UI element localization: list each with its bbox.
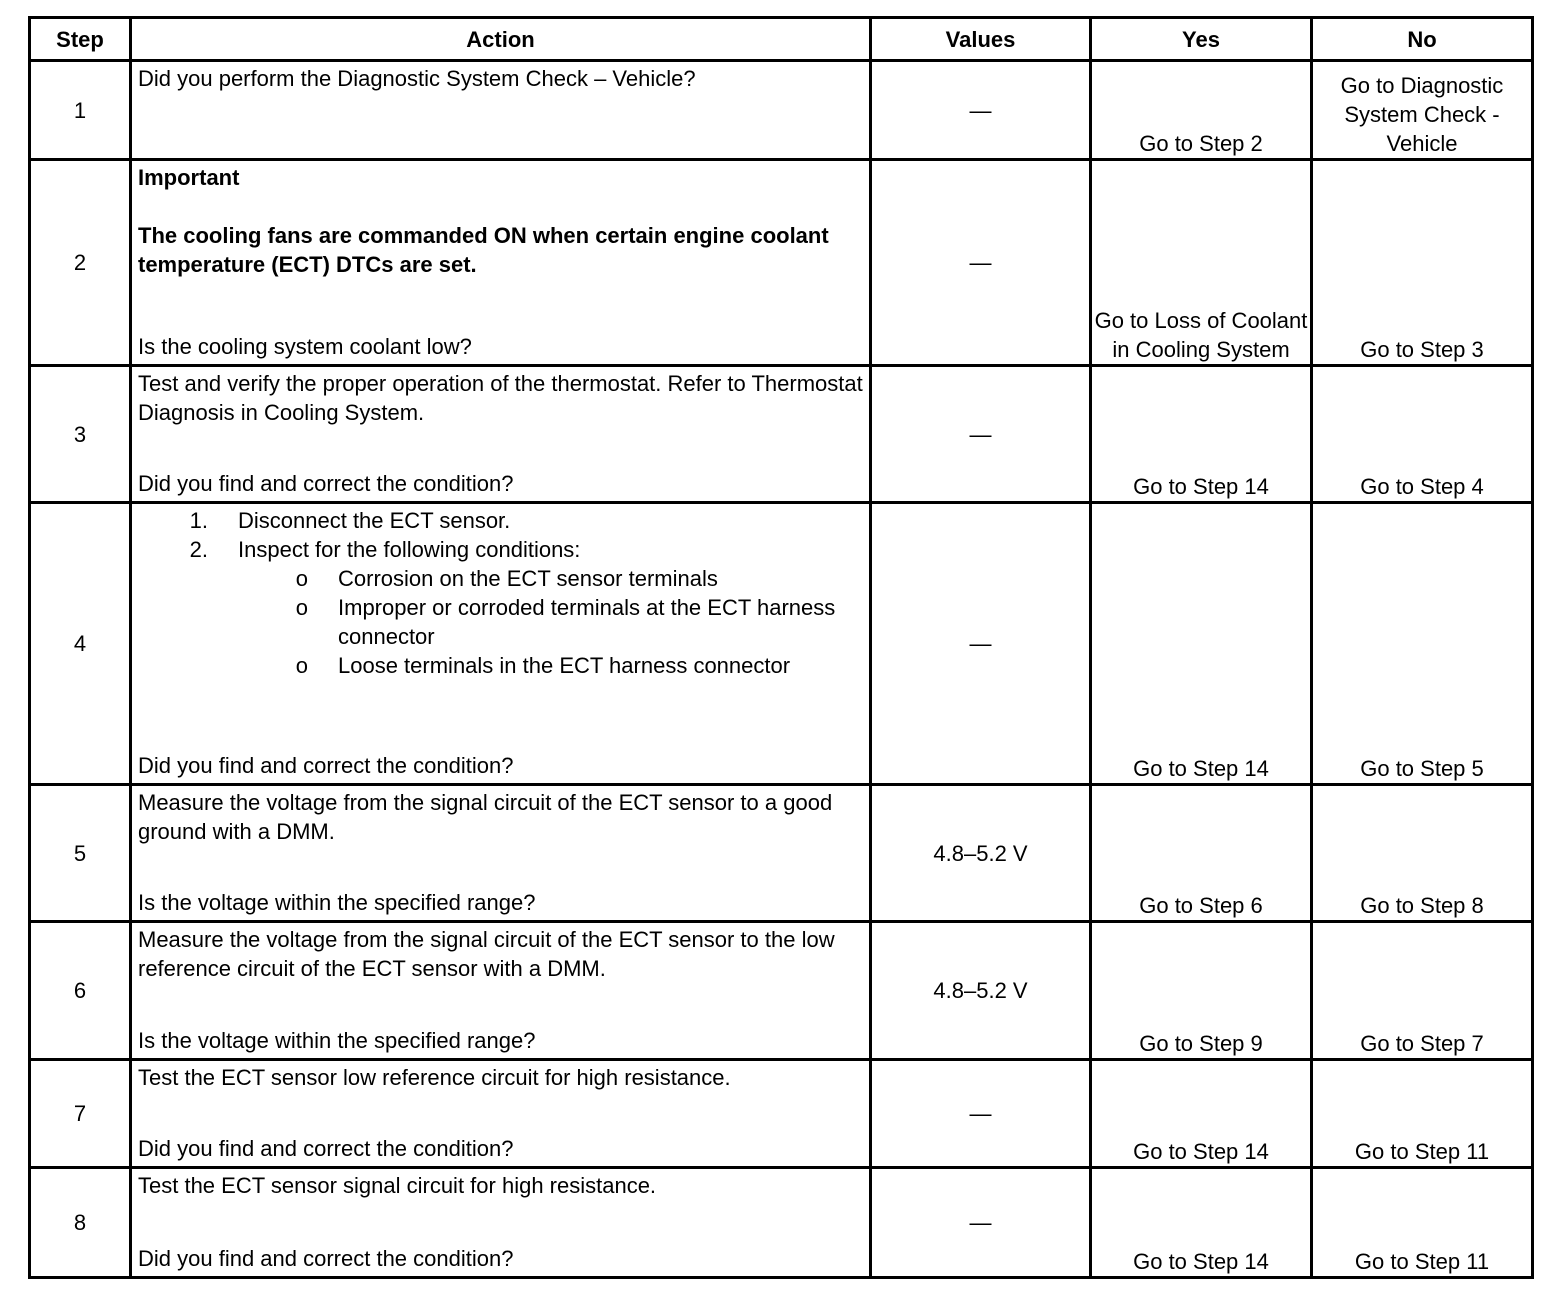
action-cell <box>131 160 871 366</box>
condition-item <box>138 651 865 680</box>
step-row-2 <box>30 160 1533 366</box>
step-number: 5 <box>30 785 131 922</box>
no-cell: Go to Step 3 <box>1312 160 1533 366</box>
values-cell: — <box>871 1060 1091 1168</box>
action-instruction: Test the ECT sensor signal circuit for high resistance. <box>138 1173 657 1198</box>
action-question: Did you find and correct the condition? <box>138 1246 514 1271</box>
bullet-icon: o <box>295 653 308 678</box>
step-number: 6 <box>30 922 131 1060</box>
yes-cell: Go to Step 14 <box>1091 1060 1312 1168</box>
yes-cell: Go to Step 14 <box>1091 503 1312 785</box>
condition-item <box>138 564 865 593</box>
no-cell: Go to Step 5 <box>1312 503 1533 785</box>
values-cell: 4.8–5.2 V <box>871 922 1091 1060</box>
no-cell: Go to Step 11 <box>1312 1168 1533 1278</box>
substep-item <box>138 535 865 564</box>
values-cell: 4.8–5.2 V <box>871 785 1091 922</box>
step-row-6 <box>30 922 1533 1060</box>
substep-text: Disconnect the ECT sensor. <box>238 508 511 533</box>
step-number: 8 <box>30 1168 131 1278</box>
condition-text: Loose terminals in the ECT harness connector <box>338 653 791 678</box>
values-cell: — <box>871 61 1091 160</box>
step-number: 2 <box>30 160 131 366</box>
action-instruction: Test and verify the proper operation of the thermostat. Refer to Thermostat Diagnosis in Cooling System. <box>138 371 863 425</box>
step-row-1 <box>30 61 1533 160</box>
condition-list <box>138 564 865 680</box>
no-cell: Go to Step 4 <box>1312 366 1533 503</box>
action-cell <box>131 1060 871 1168</box>
condition-text: Corrosion on the ECT sensor terminals <box>338 566 718 591</box>
action-cell <box>131 366 871 503</box>
substep-number: 1. <box>189 508 208 533</box>
action-question: Is the cooling system coolant low? <box>138 334 472 359</box>
yes-cell: Go to Step 9 <box>1091 922 1312 1060</box>
action-instruction: Test the ECT sensor low reference circuit for high resistance. <box>138 1065 731 1090</box>
yes-cell: Go to Loss of Coolant in Cooling System <box>1091 160 1312 366</box>
step-row-8 <box>30 1168 1533 1278</box>
substep-number: 2. <box>189 537 208 562</box>
header-row <box>30 18 1533 61</box>
action-cell <box>131 61 871 160</box>
step-number: 4 <box>30 503 131 785</box>
values-cell: — <box>871 366 1091 503</box>
diagnostic-table <box>28 16 1534 1279</box>
no-cell: Go to Diagnostic System Check - Vehicle <box>1312 61 1533 160</box>
step-number: 3 <box>30 366 131 503</box>
action-question: Did you find and correct the condition? <box>138 471 514 496</box>
header-no: No <box>1312 18 1533 61</box>
action-question: Did you find and correct the condition? <box>138 1136 514 1161</box>
header-action: Action <box>131 18 871 61</box>
no-cell: Go to Step 7 <box>1312 922 1533 1060</box>
step-row-5 <box>30 785 1533 922</box>
yes-cell: Go to Step 6 <box>1091 785 1312 922</box>
no-cell: Go to Step 11 <box>1312 1060 1533 1168</box>
important-note: The cooling fans are commanded ON when certain engine coolant temperature (ECT) DTCs are set. <box>138 223 829 277</box>
condition-text: Improper or corroded terminals at the ECT harness connector <box>338 595 836 649</box>
step-number: 1 <box>30 61 131 160</box>
action-cell <box>131 503 871 785</box>
step-row-7 <box>30 1060 1533 1168</box>
action-cell <box>131 922 871 1060</box>
substep-text: Inspect for the following conditions: <box>238 537 581 562</box>
action-question: Did you perform the Diagnostic System Check – Vehicle? <box>138 66 696 91</box>
action-question: Is the voltage within the specified range? <box>138 890 536 915</box>
step-row-3 <box>30 366 1533 503</box>
bullet-icon: o <box>295 566 308 591</box>
action-question: Did you find and correct the condition? <box>138 753 514 778</box>
values-cell: — <box>871 503 1091 785</box>
no-cell: Go to Step 8 <box>1312 785 1533 922</box>
yes-cell: Go to Step 2 <box>1091 61 1312 160</box>
step-number: 7 <box>30 1060 131 1168</box>
step-row-4 <box>30 503 1533 785</box>
condition-item <box>138 593 865 651</box>
important-label: Important <box>138 165 240 190</box>
action-instruction: Measure the voltage from the signal circuit of the ECT sensor to a good ground with a DMM. <box>138 790 833 844</box>
substep-item <box>138 506 865 535</box>
header-yes: Yes <box>1091 18 1312 61</box>
action-instruction: Measure the voltage from the signal circuit of the ECT sensor to the low reference circuit of the ECT sensor with a DMM. <box>138 927 835 981</box>
header-step: Step <box>30 18 131 61</box>
substep-list <box>138 506 865 564</box>
action-question: Is the voltage within the specified range? <box>138 1028 536 1053</box>
action-cell <box>131 1168 871 1278</box>
values-cell: — <box>871 160 1091 366</box>
header-values: Values <box>871 18 1091 61</box>
action-cell <box>131 785 871 922</box>
yes-cell: Go to Step 14 <box>1091 366 1312 503</box>
bullet-icon: o <box>295 595 308 620</box>
yes-cell: Go to Step 14 <box>1091 1168 1312 1278</box>
values-cell: — <box>871 1168 1091 1278</box>
